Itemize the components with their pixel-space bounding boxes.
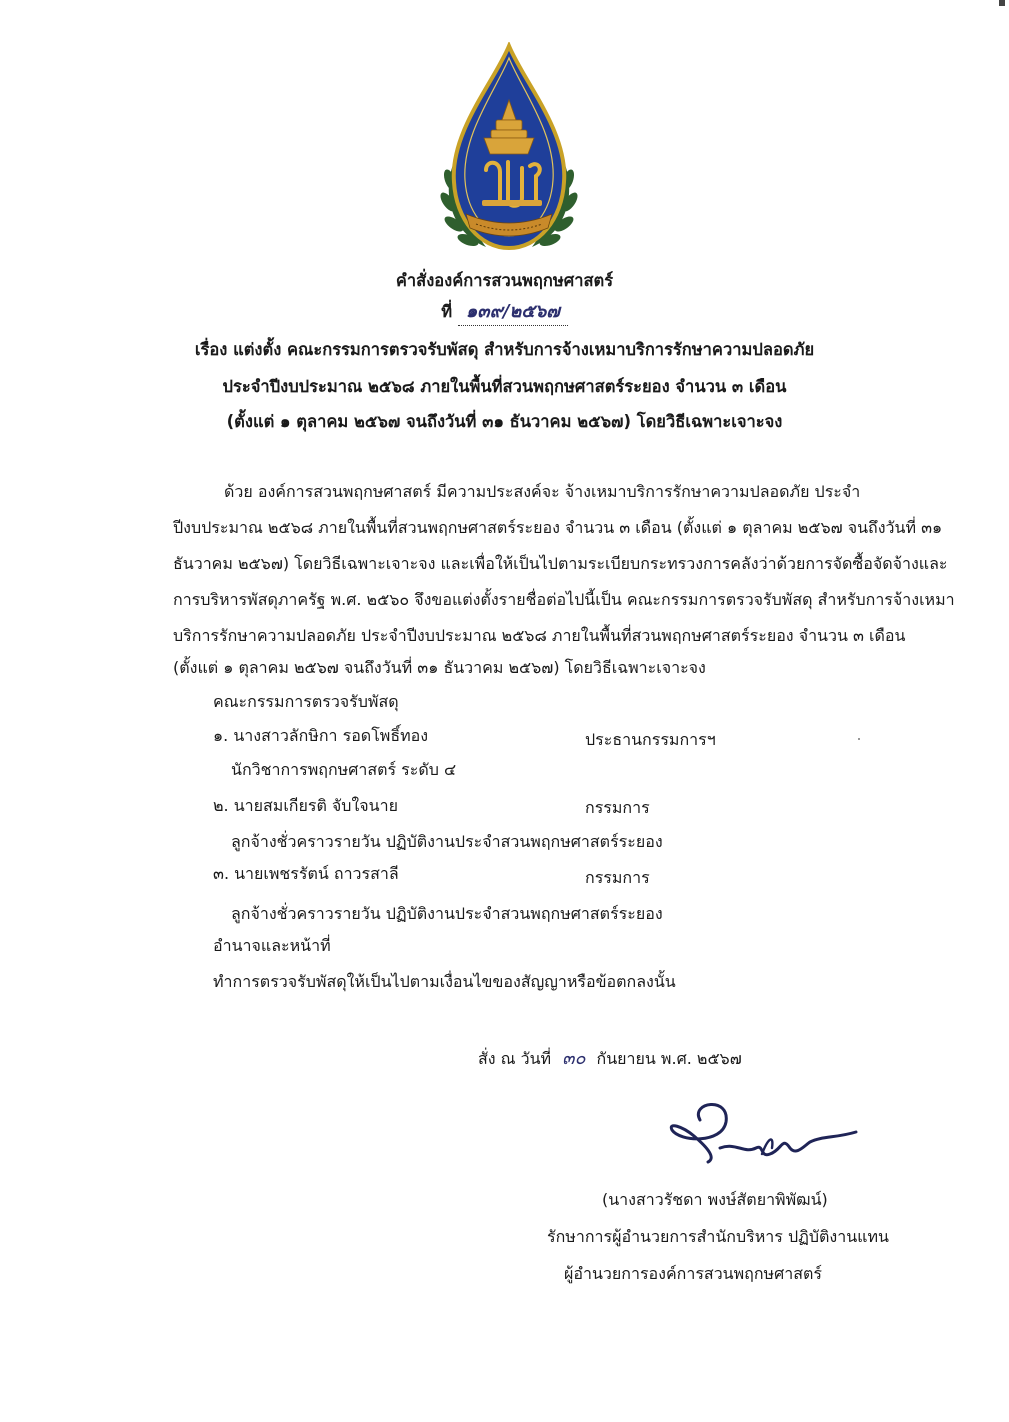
member-2-role: กรรมการ <box>585 798 650 817</box>
paragraph-line-5: บริการรักษาความปลอดภัย ประจำปีงบประมาณ ๒๕๖๘ ภายในพื้นที่สวนพฤกษศาสตร์ระยอง จำนวน ๓ เดือน <box>173 626 906 645</box>
handwritten-signature <box>660 1092 870 1172</box>
corner-mark <box>999 0 1005 6</box>
signatory-title-1: รักษาการผู้อำนวยการสำนักบริหาร ปฏิบัติงานแทน <box>547 1227 889 1246</box>
paragraph-line-6: (ตั้งแต่ ๑ ตุลาคม ๒๕๖๗ จนถึงวันที่ ๓๑ ธันวาคม ๒๕๖๗) โดยวิธีเฉพาะเจาะจง <box>173 658 706 677</box>
subject-line-1: เรื่อง แต่งตั้ง คณะกรรมการตรวจรับพัสดุ สำหรับการจ้างเหมาบริการรักษาความปลอดภัย <box>194 340 815 359</box>
order-title: คำสั่งองค์การสวนพฤกษศาสตร์ <box>395 271 614 290</box>
committee-heading: คณะกรรมการตรวจรับพัสดุ <box>213 692 399 711</box>
member-2-position: ลูกจ้างชั่วคราวรายวัน ปฏิบัติงานประจำสวนพฤกษศาสตร์ระยอง <box>231 832 663 851</box>
signatory-name: (นางสาวรัชดา พงษ์สัตยาพิพัฒน์) <box>602 1190 828 1209</box>
paragraph-line-3: ธันวาคม ๒๕๖๗) โดยวิธีเฉพาะเจาะจง และเพื่อให้เป็นไปตามระเบียบกระทรวงการคลังว่าด้วยการจัดซื้อจัดจ้างและ <box>173 554 948 573</box>
order-number-value: ๑๓๙/๒๕๖๗ <box>458 296 568 326</box>
botanical-garden-emblem-icon <box>436 42 582 264</box>
duty-heading: อำนาจและหน้าที่ <box>213 936 331 955</box>
paragraph-line-4: การบริหารพัสดุภาครัฐ พ.ศ. ๒๕๖๐ จึงขอแต่งตั้งรายชื่อต่อไปนี้เป็น คณะกรรมการตรวจรับพัสดุ สำหรับการจ้างเหมา <box>173 590 955 609</box>
order-date <box>478 1043 742 1072</box>
paragraph-line-1: ด้วย องค์การสวนพฤกษศาสตร์ มีความประสงค์จะ จ้างเหมาบริการรักษาความปลอดภัย ประจำ <box>224 482 861 501</box>
member-3-position: ลูกจ้างชั่วคราวรายวัน ปฏิบัติงานประจำสวนพฤกษศาสตร์ระยอง <box>231 904 663 923</box>
member-3-name: ๓. นายเพชรรัตน์ ถาวรสาลี <box>213 864 399 883</box>
order-date-prefix: สั่ง ณ วันที่ <box>478 1049 552 1068</box>
order-date-day: ๓๐ <box>562 1048 586 1069</box>
scan-speck <box>858 738 860 740</box>
member-1-role: ประธานกรรมการฯ <box>585 730 716 749</box>
member-1-name: ๑. นางสาวลักษิกา รอดโพธิ์ทอง <box>213 726 429 745</box>
subject-line-3: (ตั้งแต่ ๑ ตุลาคม ๒๕๖๗ จนถึงวันที่ ๓๑ ธันวาคม ๒๕๖๗) โดยวิธีเฉพาะเจาะจง <box>226 412 783 431</box>
subject-line-2: ประจำปีงบประมาณ ๒๕๖๘ ภายในพื้นที่สวนพฤกษศาสตร์ระยอง จำนวน ๓ เดือน <box>222 377 787 396</box>
paragraph-line-2: ปีงบประมาณ ๒๕๖๘ ภายในพื้นที่สวนพฤกษศาสตร์ระยอง จำนวน ๓ เดือน (ตั้งแต่ ๑ ตุลาคม ๒๕๖๗ จนถึงวันที่ ๓๑ <box>173 518 943 537</box>
signatory-title-2: ผู้อำนวยการองค์การสวนพฤกษศาสตร์ <box>564 1264 822 1283</box>
order-number-prefix: ที่ <box>441 302 453 321</box>
order-date-suffix: กันยายน พ.ศ. ๒๕๖๗ <box>596 1049 742 1068</box>
member-2-name: ๒. นายสมเกียรติ จับใจนาย <box>213 796 398 815</box>
member-3-role: กรรมการ <box>585 868 650 887</box>
member-1-position: นักวิชาการพฤกษศาสตร์ ระดับ ๔ <box>231 760 457 779</box>
duty-text: ทำการตรวจรับพัสดุให้เป็นไปตามเงื่อนไขของสัญญาหรือข้อตกลงนั้น <box>213 972 676 991</box>
order-number <box>0 296 1009 326</box>
